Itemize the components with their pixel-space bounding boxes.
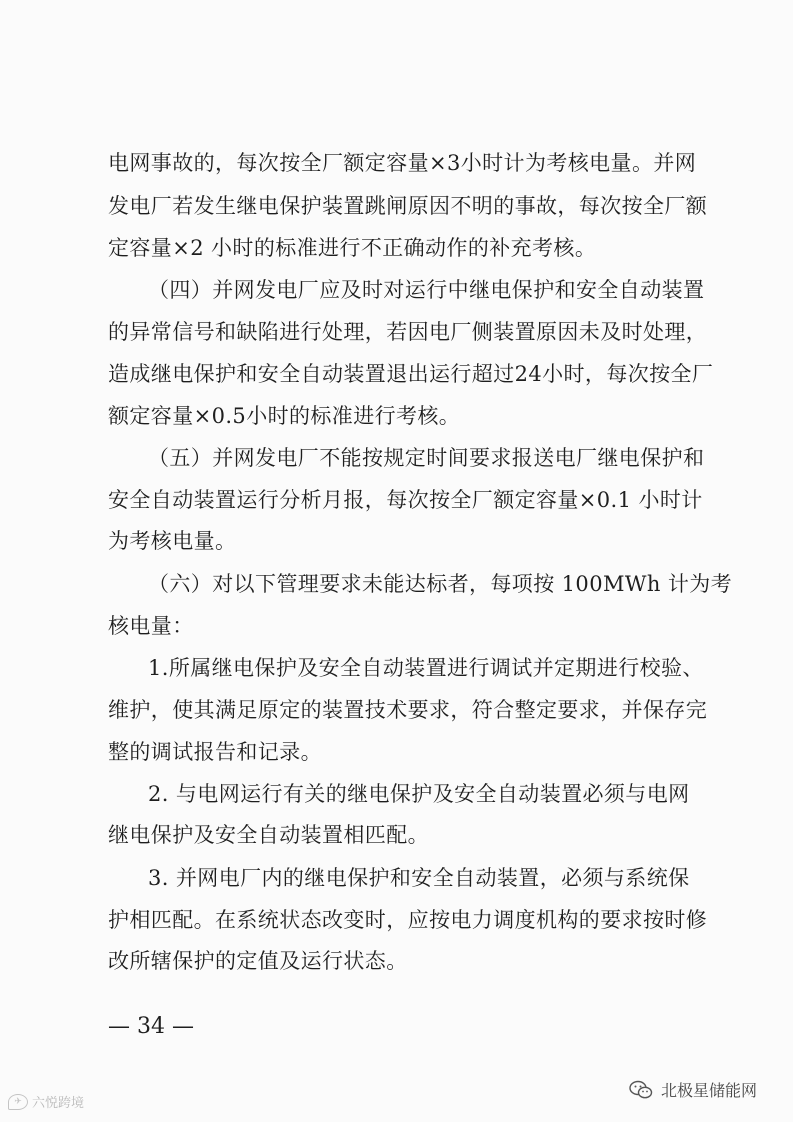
paragraph-line: 维护，使其满足原定的装置技术要求，符合整定要求，并保存完 <box>108 698 708 722</box>
watermark-logo-icon: ✈ <box>8 1094 28 1110</box>
paragraph-line: 3. 并网电厂内的继电保护和安全自动装置，必须与系统保 <box>148 866 690 890</box>
page-number: — 34 — <box>108 1014 194 1039</box>
paragraph-line: （六）对以下管理要求未能达标者，每项按 100MWh 计为考 <box>148 572 733 596</box>
source-name: 北极星储能网 <box>660 1081 757 1100</box>
paragraph-line: 继电保护及安全自动装置相匹配。 <box>108 823 429 847</box>
paragraph-line: 整的调试报告和记录。 <box>108 740 322 764</box>
paragraph-line: 为考核电量。 <box>108 529 237 553</box>
paragraph-line: （四）并网发电厂应及时对运行中继电保护和安全自动装置 <box>148 278 705 302</box>
paragraph-line: 的异常信号和缺陷进行处理，若因电厂侧装置原因未及时处理， <box>108 320 708 344</box>
watermark-left <box>8 1092 84 1111</box>
paragraph-line: 发电厂若发生继电保护装置跳闸原因不明的事故，每次按全厂额 <box>108 194 708 218</box>
paragraph-line: 安全自动装置运行分析月报，每次按全厂额定容量×0.1 小时计 <box>108 488 703 512</box>
paragraph-line: 2. 与电网运行有关的继电保护及安全自动装置必须与电网 <box>148 782 690 806</box>
paragraph-line: 护相匹配。在系统状态改变时，应按电力调度机构的要求按时修 <box>108 908 708 932</box>
wechat-icon <box>629 1080 653 1100</box>
paragraph-line: 改所辖保护的定值及运行状态。 <box>108 949 408 973</box>
paragraph-line: 定容量×2 小时的标准进行不正确动作的补充考核。 <box>108 236 597 260</box>
watermark-text: 六悦跨境 <box>32 1096 85 1111</box>
paragraph-line: （五）并网发电厂不能按规定时间要求报送电厂继电保护和 <box>148 446 705 470</box>
source-watermark <box>629 1078 757 1101</box>
paragraph-line: 核电量： <box>108 614 194 638</box>
paragraph-line: 额定容量×0.5小时的标准进行考核。 <box>108 404 461 428</box>
paragraph-line: 造成继电保护和安全自动装置退出运行超过24小时，每次按全厂 <box>108 362 714 386</box>
paragraph-line: 电网事故的，每次按全厂额定容量×3小时计为考核电量。并网 <box>108 151 697 175</box>
paragraph-line: 1.所属继电保护及安全自动装置进行调试并定期进行校验、 <box>148 656 704 680</box>
